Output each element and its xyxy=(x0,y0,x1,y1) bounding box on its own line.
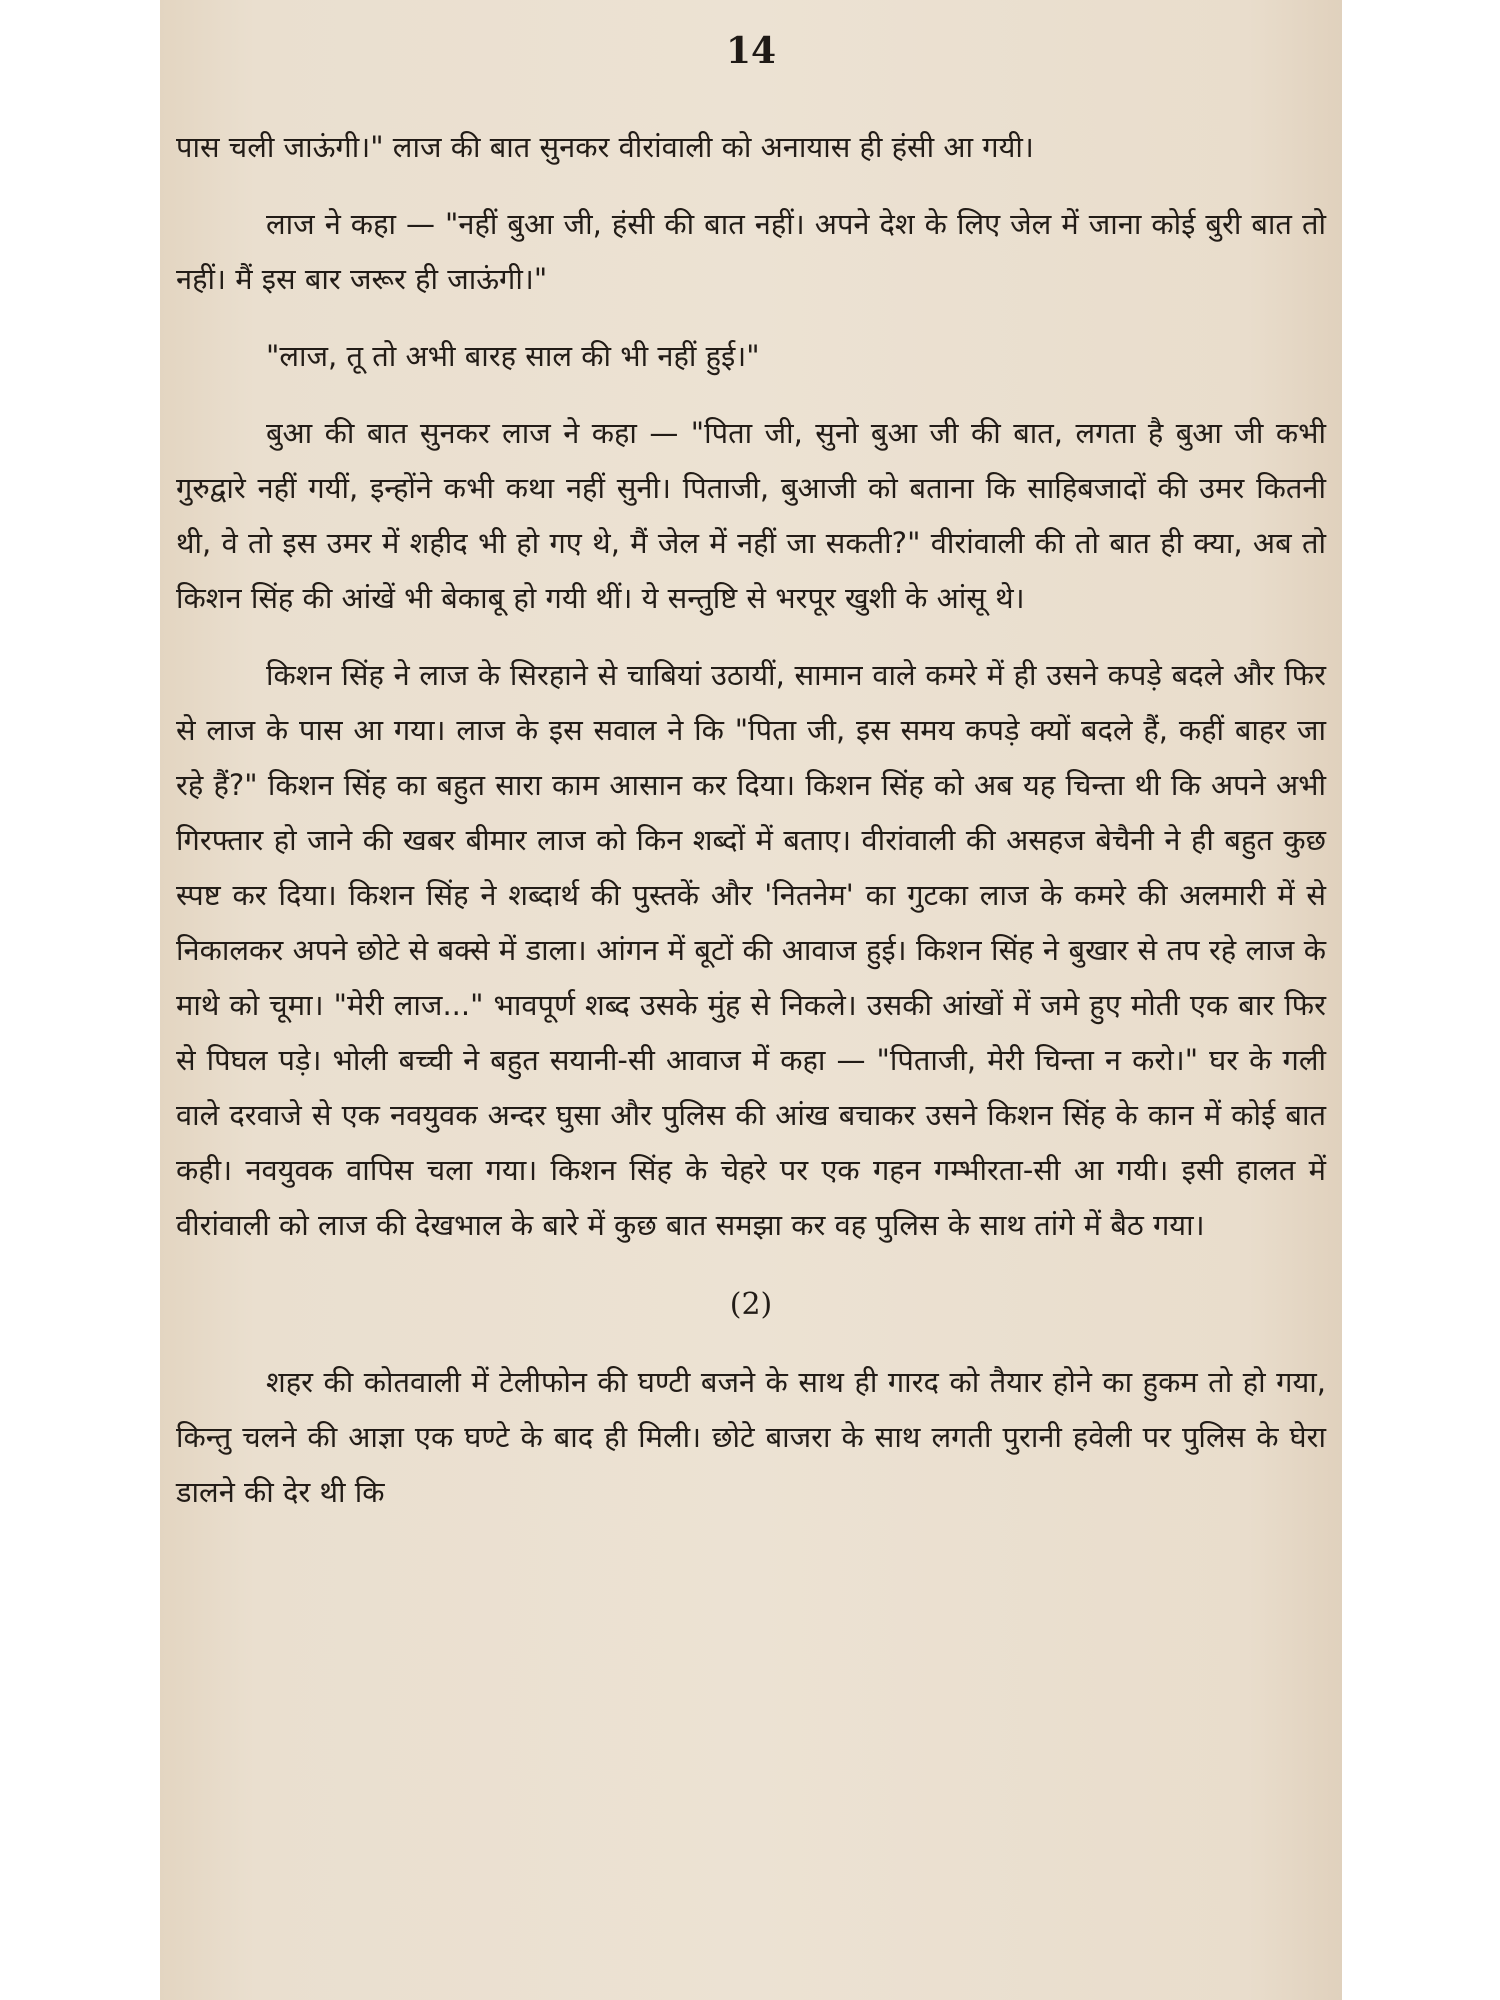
page-content xyxy=(176,120,1326,1542)
paragraph-2: लाज ने कहा — "नहीं बुआ जी, हंसी की बात नहीं। अपने देश के लिए जेल में जाना कोई बुरी बात तो नहीं। मैं इस बार जरूर ही जाऊंगी।" xyxy=(176,207,1326,296)
book-page xyxy=(160,0,1342,2000)
paragraph-5: किशन सिंह ने लाज के सिरहाने से चाबियां उठायीं, सामान वाले कमरे में ही उसने कपड़े बदले और फिर से लाज के पास आ गया। लाज के इस सवाल ने कि "पिता जी, इस समय कपड़े क्यों बदले हैं, कहीं बाहर जा रहे हैं?" किशन सिंह का बहुत सारा काम आसान कर दिया। किशन सिंह को अब यह चिन्ता थी कि अपने अभी गिरफ्तार हो जाने की खबर बीमार लाज को किन शब्दों में बताए। वीरांवाली की असहज बेचैनी ने ही बहुत कुछ स्पष्ट कर दिया। किशन सिंह ने शब्दार्थ की पुस्तकें और 'नितनेम' का गुटका लाज के कमरे की अलमारी में से निकालकर अपने छोटे से बक्से में डाला। आंगन में बूटों की आवाज हुई। किशन सिंह ने बुखार से तप रहे लाज के माथे को चूमा। "मेरी लाज..." भावपूर्ण शब्द उसके मुंह से निकले। उसकी आंखों में जमे हुए मोती एक बार फिर से पिघल पड़े। भोली बच्ची ने बहुत सयानी-सी आवाज में कहा — "पिताजी, मेरी चिन्ता न करो।" घर के गली वाले दरवाजे से एक नवयुवक अन्दर घुसा और पुलिस की आंख बचाकर उसने किशन सिंह के कान में कोई बात कही। नवयुवक वापिस चला गया। किशन सिंह के चेहरे पर एक गहन गम्भीरता-सी आ गयी। इसी हालत में वीरांवाली को लाज की देखभाल के बारे में कुछ बात समझा कर वह पुलिस के साथ तांगे में बैठ गया। xyxy=(176,658,1326,1242)
section-paragraph-1: शहर की कोतवाली में टेलीफोन की घण्टी बजने के साथ ही गारद को तैयार होने का हुकम तो हो गया, किन्तु चलने की आज्ञा एक घण्टे के बाद ही मिली। छोटे बाजरा के साथ लगती पुरानी हवेली पर पुलिस के घेरा डालने की देर थी कि xyxy=(176,1365,1326,1509)
page-number: 14 xyxy=(725,30,777,72)
section-heading: (2) xyxy=(729,1287,773,1322)
paragraph-4: बुआ की बात सुनकर लाज ने कहा — "पिता जी, सुनो बुआ जी की बात, लगता है बुआ जी कभी गुरुद्वारे नहीं गयीं, इन्होंने कभी कथा नहीं सुनी। पिताजी, बुआजी को बताना कि साहिबजादों की उमर कितनी थी, वे तो इस उमर में शहीद भी हो गए थे, मैं जेल में नहीं जा सकती?" वीरांवाली की तो बात ही क्या, अब तो किशन सिंह की आंखें भी बेकाबू हो गयी थीं। ये सन्तुष्टि से भरपूर खुशी के आंसू थे। xyxy=(176,416,1326,615)
paragraph-1: पास चली जाऊंगी।" लाज की बात सुनकर वीरांवाली को अनायास ही हंसी आ गयी। xyxy=(176,130,1034,164)
paragraph-3: "लाज, तू तो अभी बारह साल की भी नहीं हुई।" xyxy=(266,339,760,373)
